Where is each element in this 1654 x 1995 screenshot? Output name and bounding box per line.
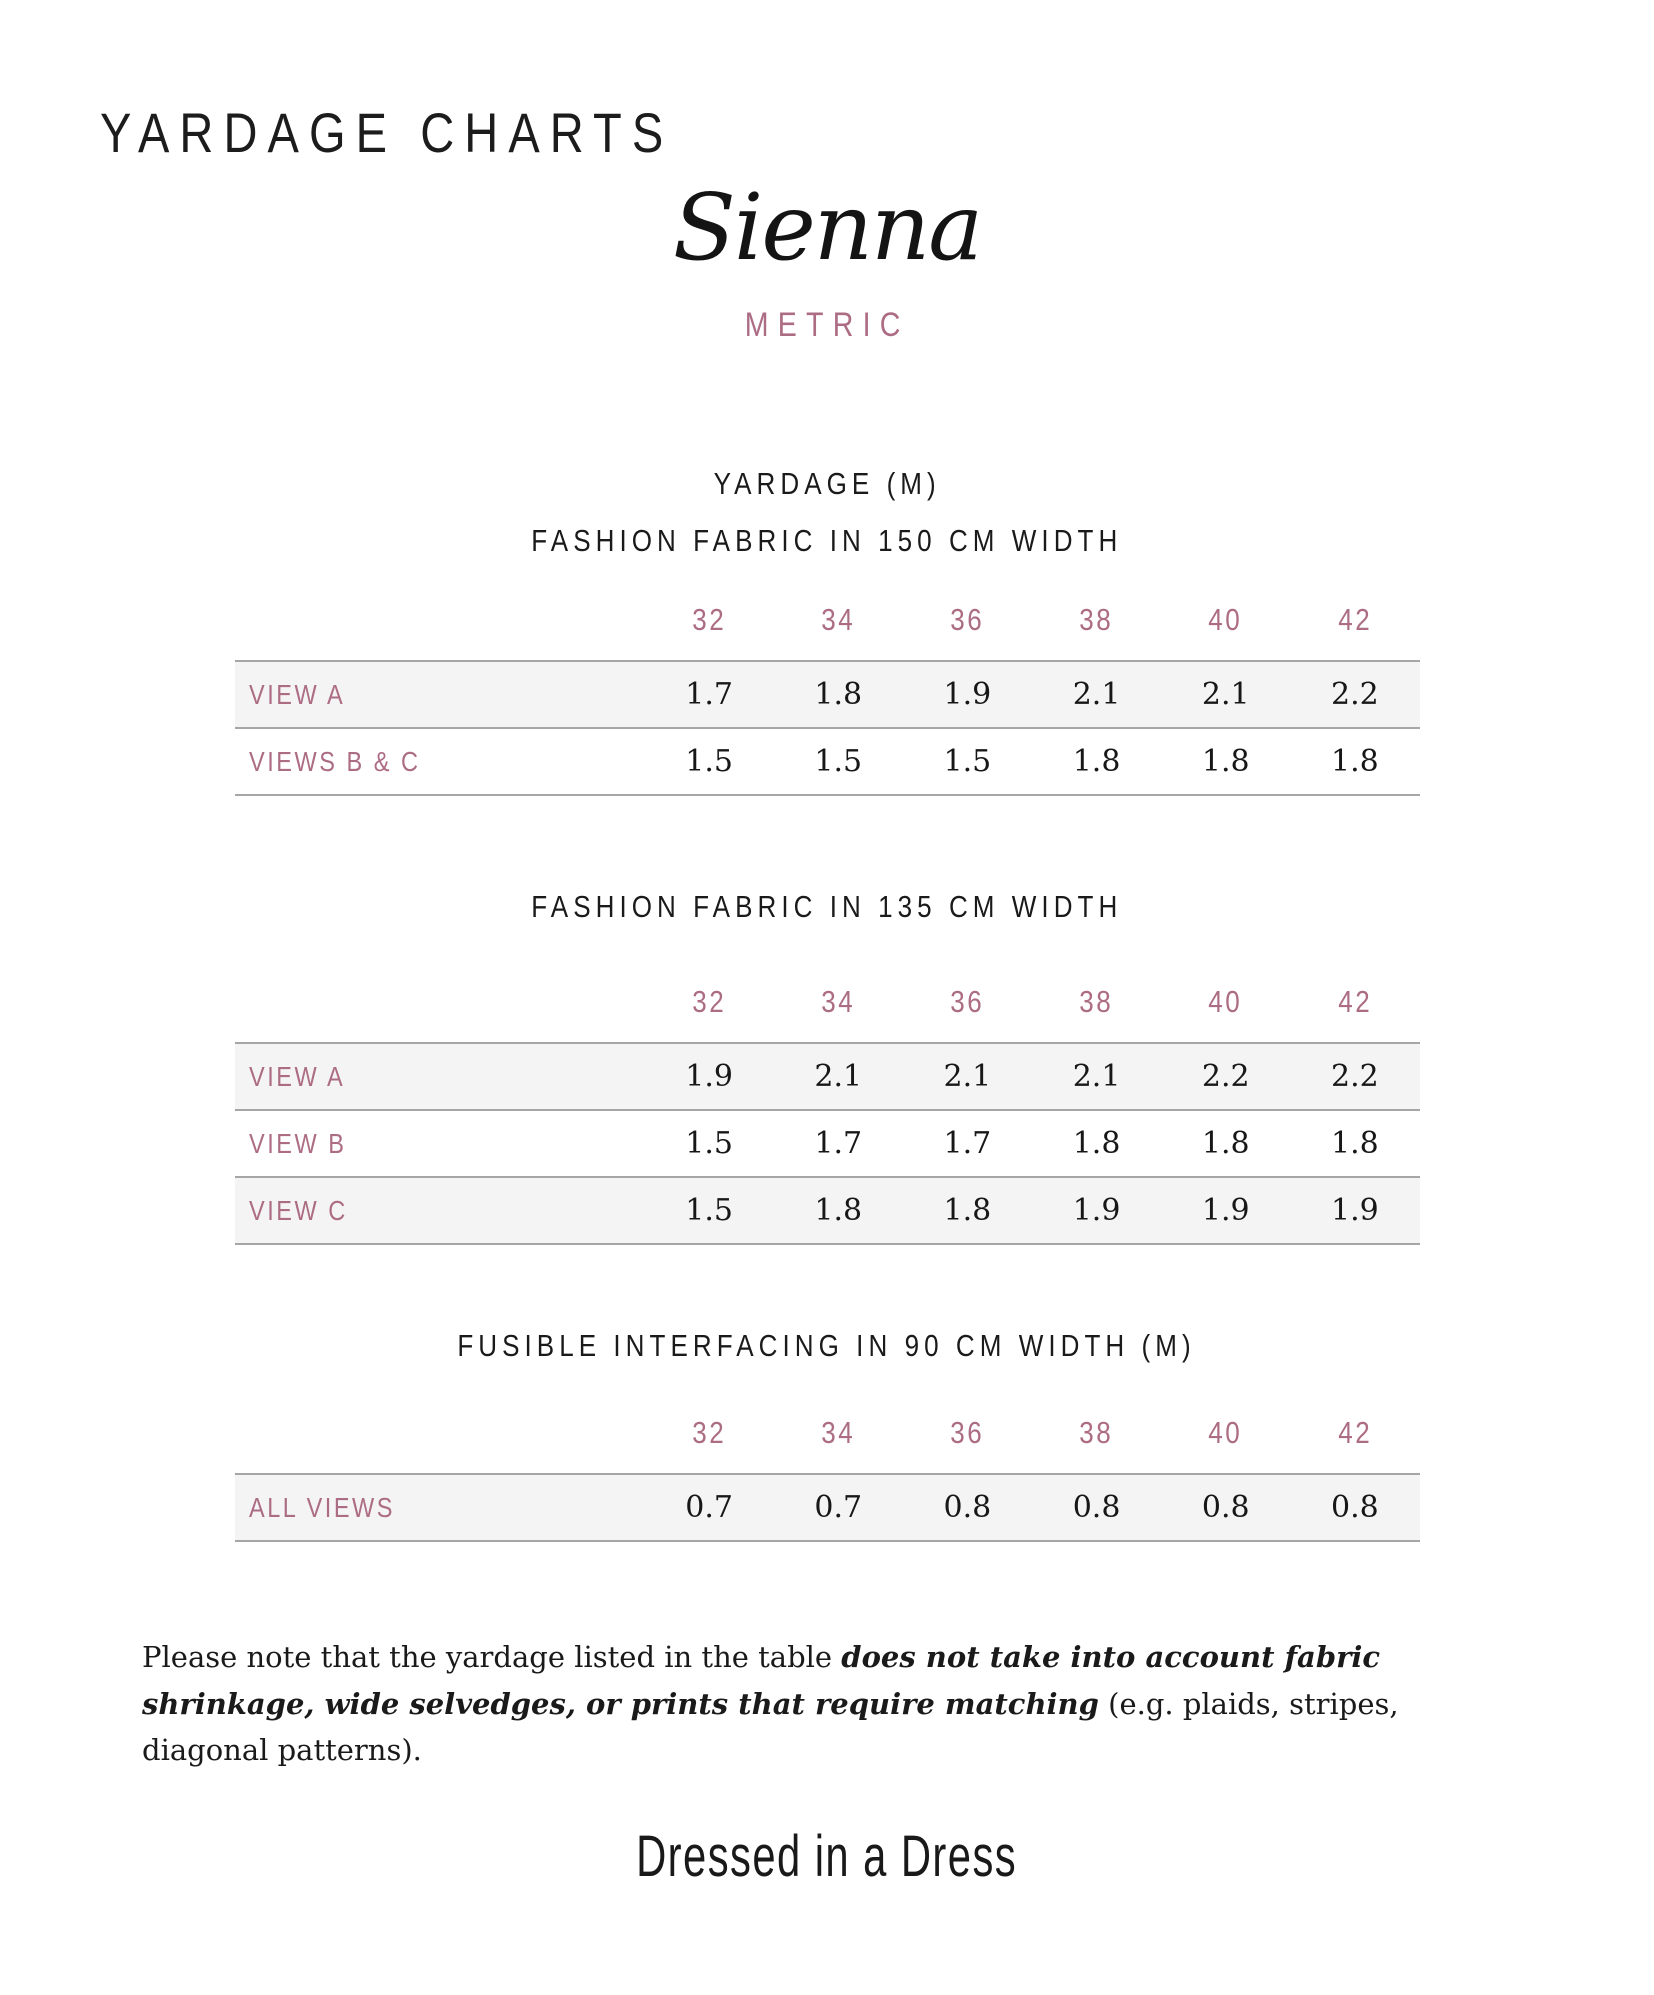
- yardage-value-cell: 1.5: [685, 1193, 733, 1229]
- yardage-value-cell: 2.1: [1201, 677, 1250, 713]
- unit-system-text: METRIC: [744, 306, 910, 345]
- yardage-value-cell: 1.9: [943, 677, 992, 713]
- note-suffix: (e.g. plaids, stripes, diagonal patterns).: [142, 1686, 1399, 1767]
- yardage-value-cell: 1.5: [685, 744, 733, 780]
- size-header-row: [235, 928, 1420, 1043]
- size-column-header: [1290, 562, 1419, 661]
- yardage-value-cell: 2.1: [1072, 677, 1121, 713]
- yardage-value-cell: 1.9: [1331, 1193, 1379, 1229]
- view-row-label: [235, 728, 645, 795]
- view-row-label-text: VIEWS B & C: [248, 745, 420, 777]
- yardage-value-cell: 1.8: [1201, 1126, 1250, 1162]
- note-prefix: Please note that the yardage listed in the table: [142, 1640, 842, 1675]
- size-column-header: [1161, 562, 1290, 661]
- size-header-spacer: [235, 928, 645, 1043]
- size-36-label: 36: [950, 602, 985, 638]
- size-header-row: [235, 1367, 1420, 1474]
- size-column-header: [1290, 928, 1419, 1043]
- note-paragraph: [142, 1634, 1514, 1773]
- yardage-value-cell: 1.9: [685, 1059, 733, 1095]
- size-34-label: 34: [821, 1415, 856, 1451]
- yardage-value-cell: 0.8: [1072, 1490, 1121, 1526]
- yardage-value-cell: 1.7: [943, 1126, 992, 1162]
- yardage-value-cell: 1.8: [1331, 744, 1379, 780]
- size-34-label: 34: [821, 602, 856, 638]
- size-42-label: 42: [1337, 1415, 1372, 1451]
- unit-system-label: [0, 306, 1654, 345]
- view-row-label-text: VIEW A: [248, 1060, 345, 1092]
- yardage-value-cell: 0.8: [1201, 1490, 1250, 1526]
- page-title: [100, 101, 1654, 164]
- page-title-text: YARDAGE CHARTS: [100, 101, 674, 164]
- yardage-value-cell: 1.5: [943, 744, 992, 780]
- yardage-value-cell: 1.7: [814, 1126, 863, 1162]
- brand-logo-text: Dressed in a Dress: [636, 1824, 1018, 1890]
- yardage-value-cell: 2.1: [1072, 1059, 1121, 1095]
- size-column-header: [1032, 562, 1161, 661]
- yardage-value-cell: 1.9: [1072, 1193, 1121, 1229]
- size-42-label: 42: [1337, 602, 1372, 638]
- table-row-all-views: [235, 1474, 1420, 1541]
- size-36-label: 36: [950, 1415, 985, 1451]
- size-34-label: 34: [821, 984, 856, 1020]
- view-row-label-text: VIEW C: [248, 1194, 348, 1226]
- size-40-label: 40: [1208, 602, 1243, 638]
- size-column-header: [1161, 928, 1290, 1043]
- yardage-value-cell: 1.5: [685, 1126, 733, 1162]
- view-row-label: [235, 1110, 645, 1177]
- yardage-table-135cm: [235, 928, 1420, 1245]
- section2-heading-text: FASHION FABRIC IN 135 CM WIDTH: [531, 889, 1123, 925]
- size-header-spacer: [235, 562, 645, 661]
- yardage-value-cell: 1.7: [685, 677, 733, 713]
- interfacing-table-90cm: [235, 1367, 1420, 1542]
- yardage-value-cell: 1.8: [1331, 1126, 1379, 1162]
- yardage-value-cell: 1.8: [814, 1193, 863, 1229]
- size-column-header: [1032, 928, 1161, 1043]
- view-row-label: [235, 1474, 645, 1541]
- yardage-value-cell: 1.9: [1201, 1193, 1250, 1229]
- view-row-label-text: ALL VIEWS: [248, 1491, 395, 1523]
- view-row-label: [235, 661, 645, 728]
- size-42-label: 42: [1337, 984, 1372, 1020]
- section1-heading-line2: [0, 523, 1654, 559]
- yardage-value-cell: 1.8: [1201, 744, 1250, 780]
- view-row-label-text: VIEW B: [248, 1127, 346, 1159]
- size-38-label: 38: [1079, 602, 1114, 638]
- view-row-label: [235, 1043, 645, 1110]
- size-column-header: [903, 1367, 1032, 1474]
- section3-heading: [0, 1328, 1654, 1364]
- table-row-view-b: [235, 1110, 1420, 1177]
- size-column-header: [774, 928, 903, 1043]
- size-column-header: [1290, 1367, 1419, 1474]
- size-column-header: [645, 562, 774, 661]
- yardage-value-cell: 0.8: [943, 1490, 992, 1526]
- yardage-value-cell: 2.2: [1331, 1059, 1379, 1095]
- section1-heading-line1-text: YARDAGE (M): [713, 466, 941, 502]
- yardage-value-cell: 2.2: [1201, 1059, 1250, 1095]
- size-header-spacer: [235, 1367, 645, 1474]
- table-row-view-c: [235, 1177, 1420, 1244]
- size-32-label: 32: [692, 1415, 727, 1451]
- size-column-header: [774, 562, 903, 661]
- size-38-label: 38: [1079, 984, 1114, 1020]
- section1-heading-line1: [0, 466, 1654, 502]
- brand-logo: [0, 1824, 1654, 1890]
- yardage-charts-page: [0, 101, 1654, 1890]
- size-38-label: 38: [1079, 1415, 1114, 1451]
- yardage-value-cell: 2.2: [1331, 677, 1379, 713]
- yardage-value-cell: 1.5: [814, 744, 863, 780]
- note-emphasis: does not take into account fabric shrinkage, wide selvedges, or prints that require matching: [142, 1640, 1381, 1721]
- yardage-value-cell: 1.8: [1072, 1126, 1121, 1162]
- yardage-value-cell: 0.7: [814, 1490, 863, 1526]
- size-column-header: [903, 928, 1032, 1043]
- section1-heading-line2-text: FASHION FABRIC IN 150 CM WIDTH: [531, 523, 1123, 559]
- yardage-value-cell: 0.8: [1331, 1490, 1379, 1526]
- size-column-header: [1161, 1367, 1290, 1474]
- yardage-value-cell: 2.1: [943, 1059, 992, 1095]
- yardage-value-cell: 1.8: [1072, 744, 1121, 780]
- size-column-header: [903, 562, 1032, 661]
- yardage-value-cell: 1.8: [943, 1193, 992, 1229]
- yardage-value-cell: 1.8: [814, 677, 863, 713]
- section3-heading-text: FUSIBLE INTERFACING IN 90 CM WIDTH (M): [457, 1328, 1197, 1364]
- size-column-header: [1032, 1367, 1161, 1474]
- size-40-label: 40: [1208, 984, 1243, 1020]
- size-40-label: 40: [1208, 1415, 1243, 1451]
- yardage-value-cell: 2.1: [814, 1059, 863, 1095]
- view-row-label-text: VIEW A: [248, 678, 345, 710]
- table-row-view-a: [235, 1043, 1420, 1110]
- size-header-row: [235, 562, 1420, 661]
- size-column-header: [645, 928, 774, 1043]
- size-column-header: [774, 1367, 903, 1474]
- yardage-value-cell: 0.7: [685, 1490, 733, 1526]
- size-36-label: 36: [950, 984, 985, 1020]
- view-row-label: [235, 1177, 645, 1244]
- section2-heading: [0, 889, 1654, 925]
- size-32-label: 32: [692, 984, 727, 1020]
- table-row-views-b-c: [235, 728, 1420, 795]
- yardage-table-150cm: [235, 562, 1420, 796]
- size-column-header: [645, 1367, 774, 1474]
- pattern-name-script: Sienna: [672, 174, 982, 281]
- size-32-label: 32: [692, 602, 727, 638]
- table-row-view-a: [235, 661, 1420, 728]
